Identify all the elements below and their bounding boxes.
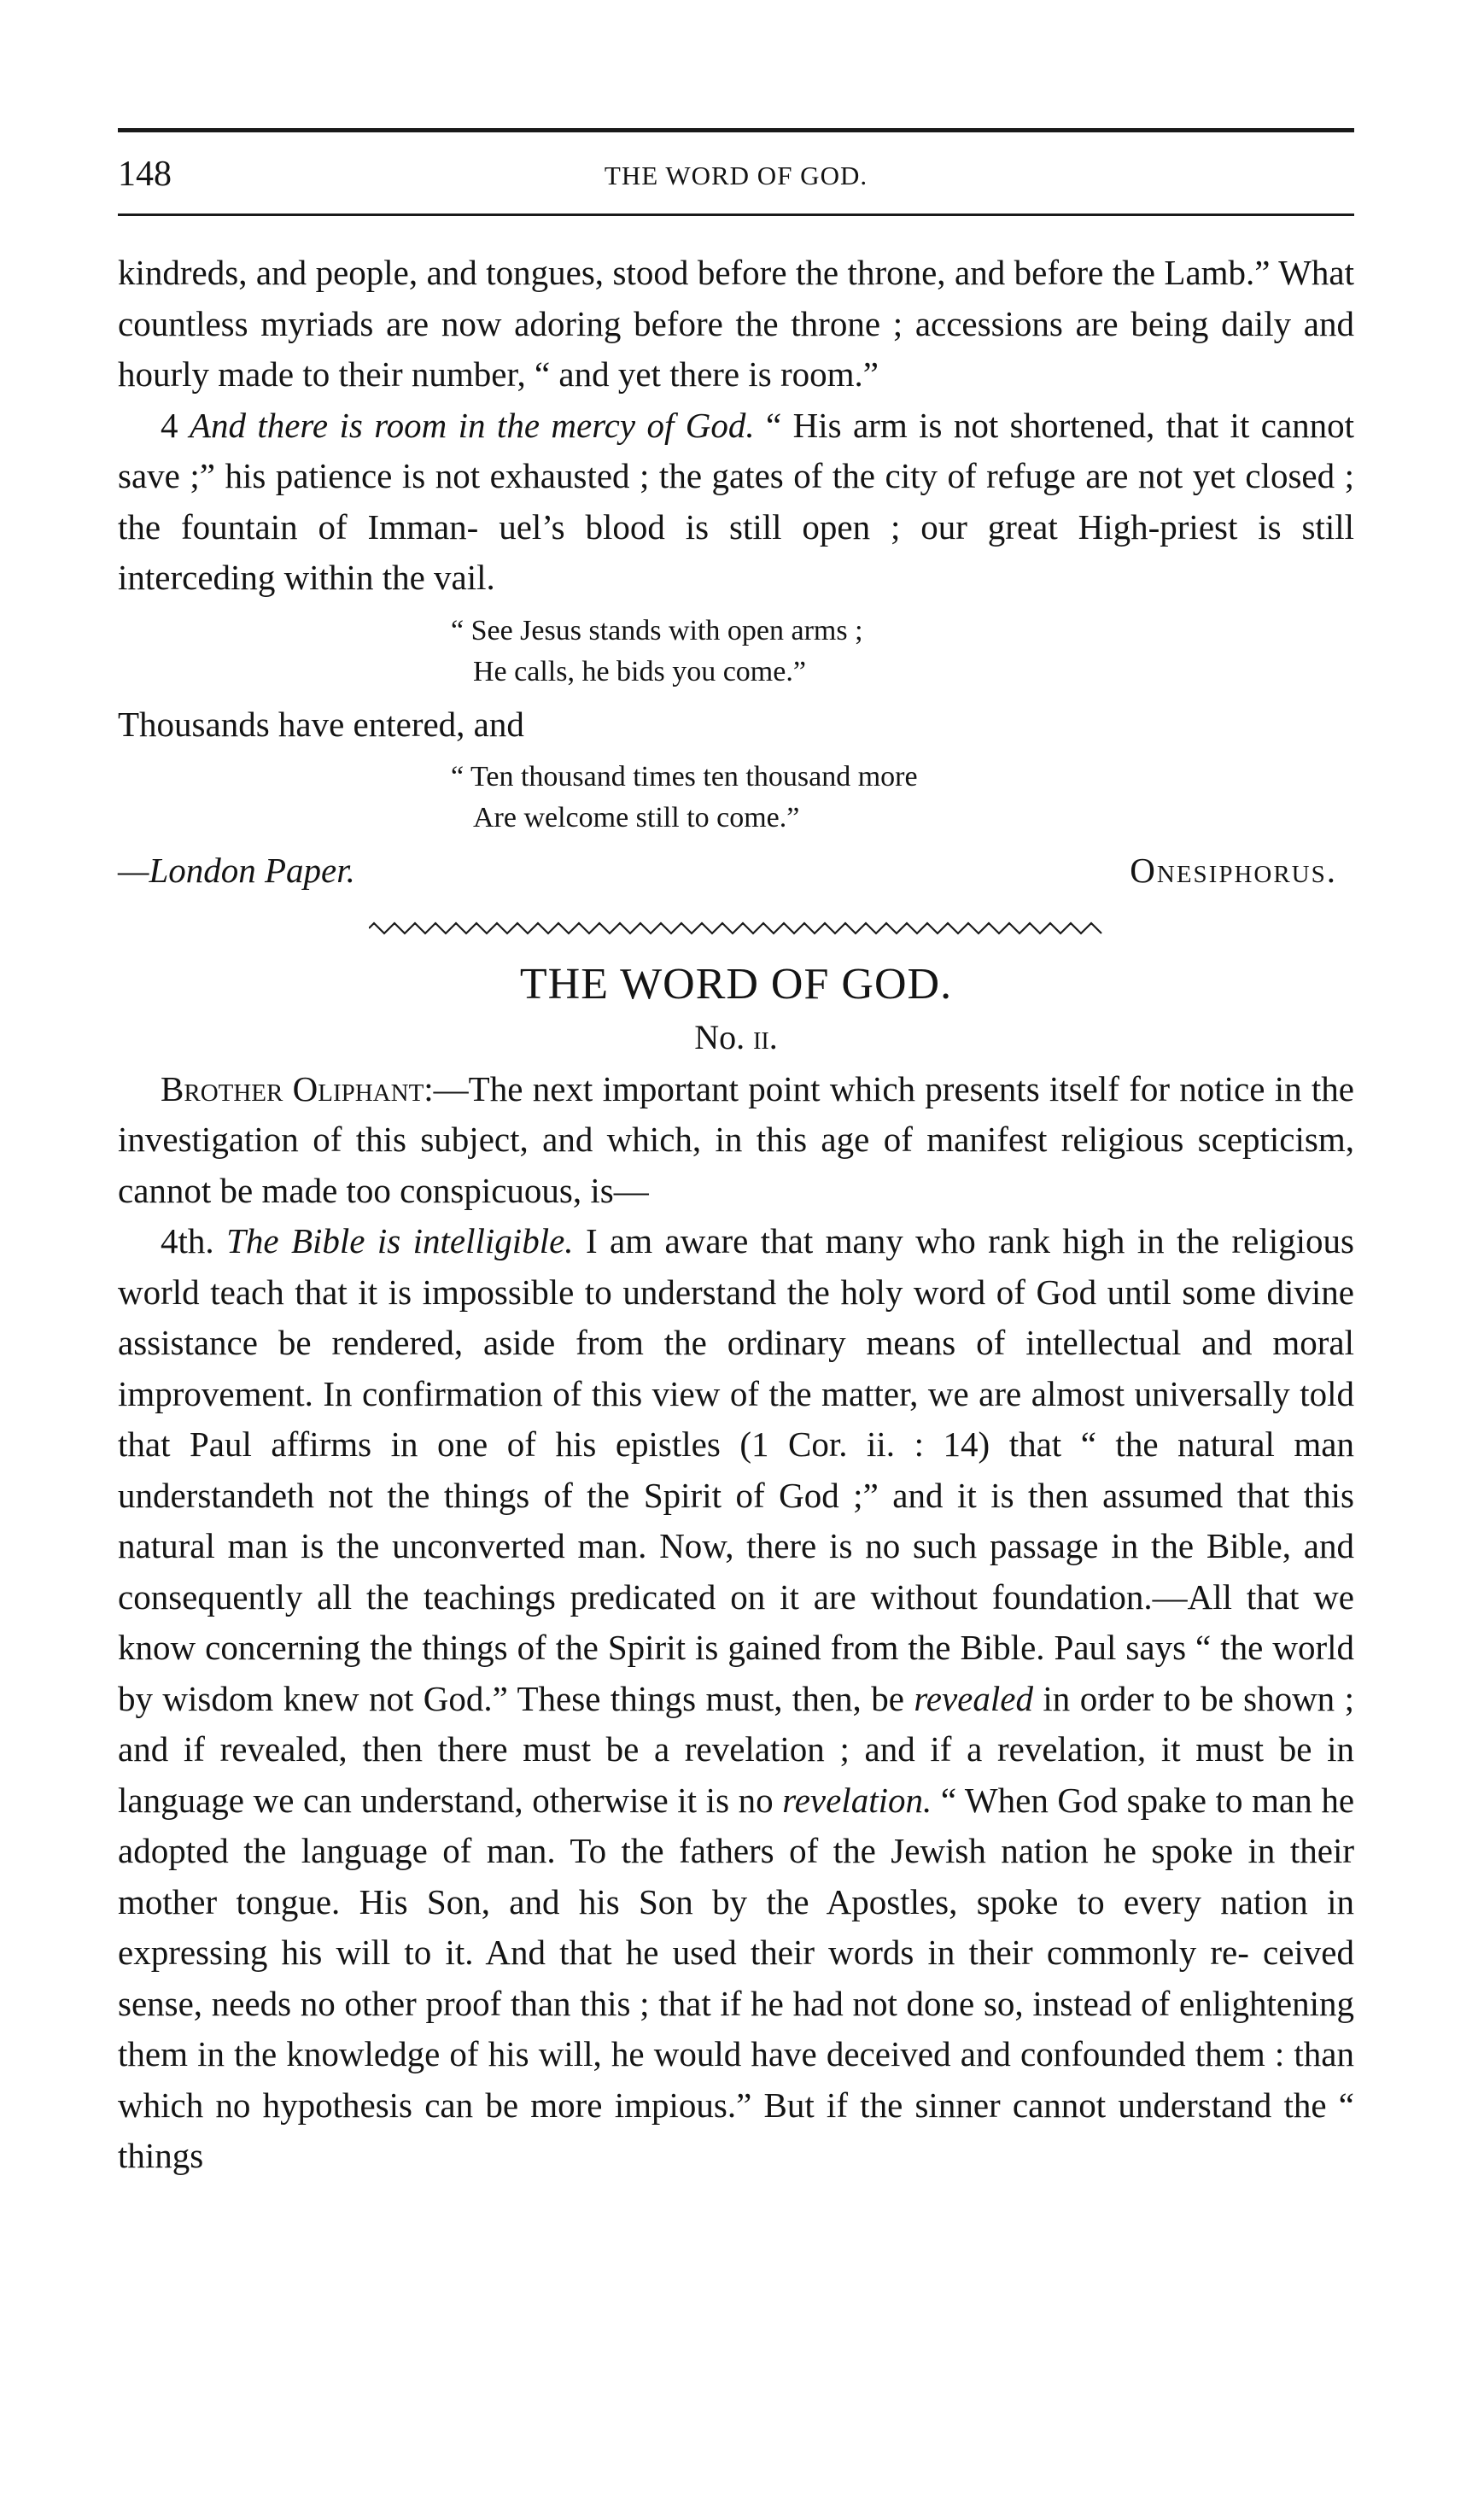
running-title: THE WORD OF GOD. bbox=[604, 161, 868, 190]
verse-line: He calls, he bids you come.” bbox=[473, 655, 806, 687]
continued-paragraph: kindreds, and people, and tongues, stood before the throne, and before the Lamb.” What countless myriads are now adoring before the throne ; accessions are being daily and hourly made to their number, “ and yet there is room.” bbox=[118, 253, 1354, 394]
bridge-line: Thousands have entered, and bbox=[118, 704, 524, 744]
article-title: THE WORD OF GOD. bbox=[519, 959, 953, 1009]
signature-line bbox=[118, 845, 1354, 897]
section-divider bbox=[118, 919, 1354, 945]
page-body bbox=[118, 248, 1354, 2182]
emphasis-revelation: revelation. bbox=[782, 1780, 932, 1820]
salutation: Brother Oliphant bbox=[161, 1068, 424, 1108]
verse-line: “ Ten thousand times ten thousand more bbox=[451, 761, 918, 792]
article-body bbox=[118, 1216, 1354, 2182]
emphasis-revealed: revealed bbox=[914, 1678, 1033, 1718]
header-underline bbox=[118, 213, 1354, 216]
number-prefix: No. bbox=[694, 1017, 745, 1056]
verse-line: “ See Jesus stands with open arms ; bbox=[451, 614, 863, 646]
body-text: I am aware that many who rank high in the religious world teach that it is impossible to understand the holy word of God until some divine assistance be rendered, aside from the ordinary means of intellectual and moral improvement. In confirmation of this view of the matter, we are almost universally told that Paul affirms in one of his epistles (1 Cor. ii. : 14) that “ the natural man understandeth not the things of the Spirit of God ;” and it is then assumed that this natural man is the unconverted man. Now, there is no such passage in the Bible, and consequently all the teachings predicated on it are without foundation.—All that we know concerning the things of the Spirit is gained from the Bible. Paul says “ the world by wisdom knew not God.” These things must, then, be bbox=[118, 1221, 1354, 1718]
number-roman: ii. bbox=[753, 1017, 778, 1056]
point-heading: The Bible is intelligible. bbox=[226, 1221, 574, 1260]
article-opening bbox=[118, 1064, 1354, 1217]
page-header bbox=[118, 154, 1354, 205]
header-rule bbox=[118, 128, 1354, 132]
paragraph-text: “ His arm is not shortened, that it cannot save ;” his patience is not exhausted ; the gates of the city of refuge are not yet closed ; the fountain of Imman- uel’s blood is still open ; our great High-priest is still interceding within the vail. bbox=[118, 405, 1355, 597]
body-text: in order to be shown ; and if revealed, then there must be a revelation ; and if a revelation, it must be in language we can understand, otherwise it is no bbox=[118, 1678, 1354, 1820]
verse-line: Are welcome still to come.” bbox=[473, 802, 800, 833]
source-attribution: —London Paper. bbox=[118, 851, 355, 890]
body-text: “ When God spake to man he adopted the language of man. To the fathers of the Jewish nation he spoke in their mother tongue. His Son, and his Son by the Apostles, spoke to every nation in expressing his will to it. And that he used their words in their commonly re- ceived sense, needs no other proof than this ; that if he had not done so, instead of enlightening them in the knowledge of his will, he would have deceived and confounded them : than which no hypothesis can be more impious.” But if the sinner cannot understand the “ things bbox=[118, 1780, 1355, 2175]
article-number bbox=[118, 1013, 1354, 1062]
author-signature: Onesiphorus. bbox=[1130, 851, 1337, 890]
opening-text: :—The next important point which presents itself for notice in the investigation of this subject, and which, in this age of manifest religious scepticism, cannot be made too conspicuous, is— bbox=[118, 1068, 1354, 1210]
point-label: 4th. bbox=[161, 1221, 214, 1260]
paragraph-number: 4 bbox=[161, 405, 178, 445]
verse-quote-1 bbox=[451, 611, 1354, 693]
page-number: 148 bbox=[118, 155, 172, 194]
emphasis-mercy: And there is room in the mercy of God. bbox=[189, 405, 755, 445]
paragraph-mercy bbox=[118, 401, 1354, 604]
verse-quote-2 bbox=[451, 757, 1354, 839]
wavy-rule-ornament bbox=[369, 919, 1103, 938]
